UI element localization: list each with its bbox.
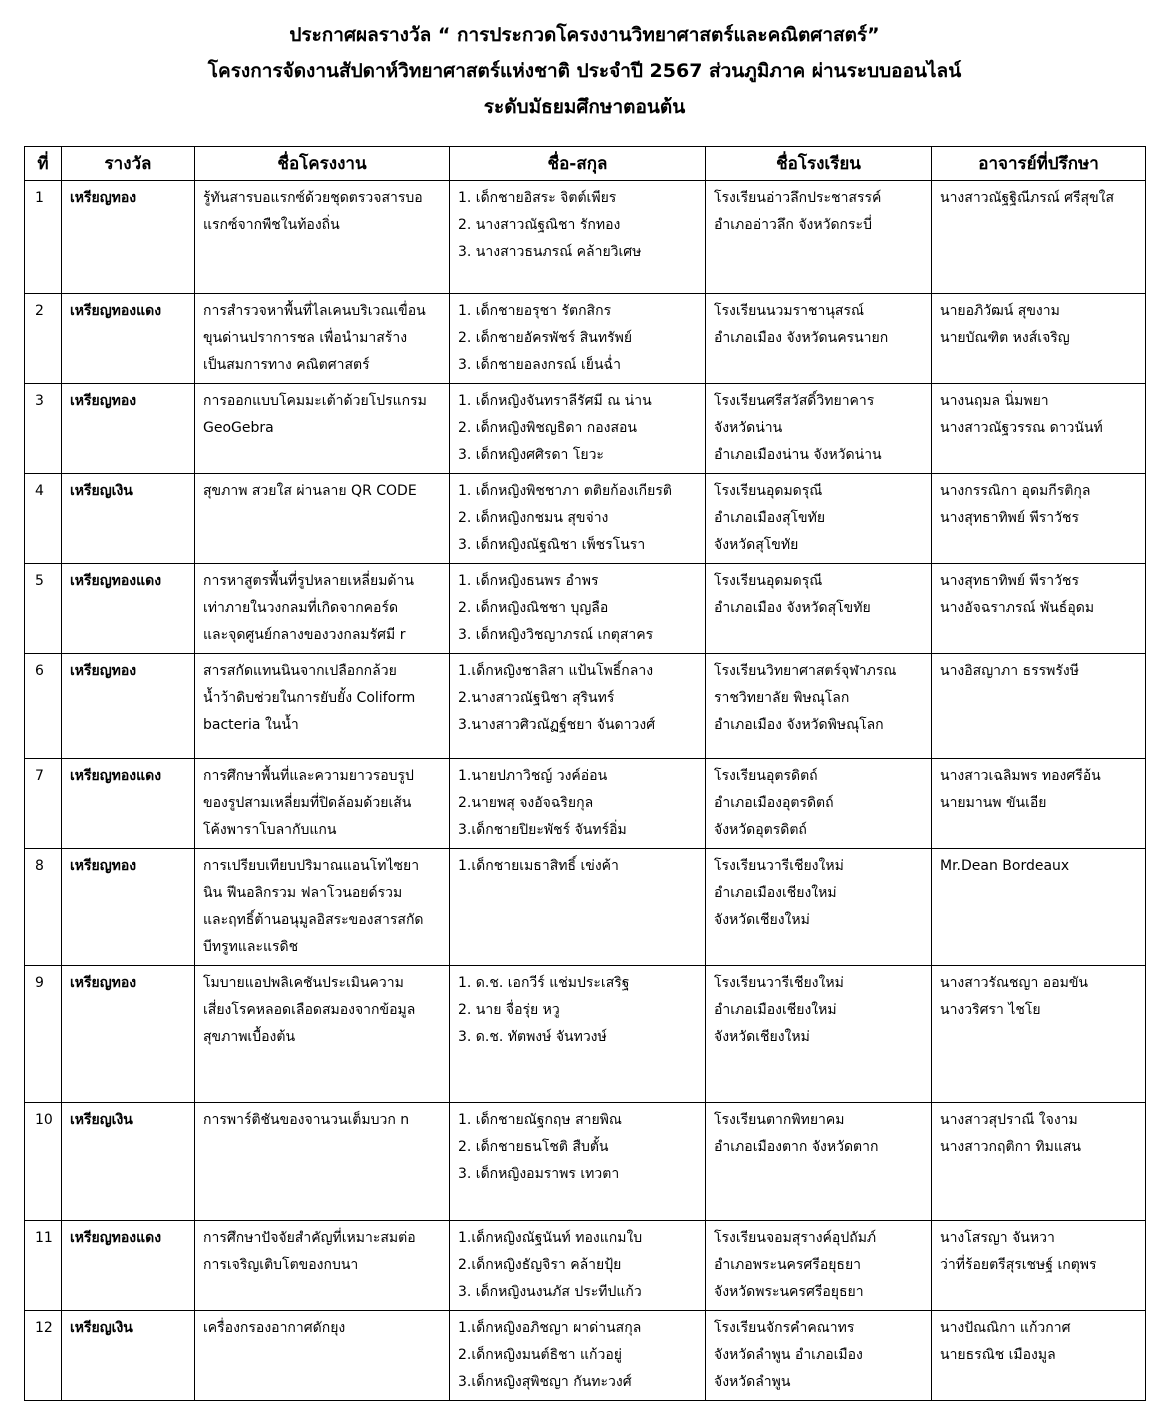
cell-advisors [932, 474, 1146, 564]
cell-project [195, 1221, 450, 1311]
cell-advisors-line: นางสาวณัฐวรรณ ดาวนันท์ [940, 420, 1103, 436]
table-row [25, 564, 1146, 654]
cell-advisors [932, 181, 1146, 294]
cell-advisors [932, 849, 1146, 966]
cell-school-line: อำเภอเมือง จังหวัดสุโขทัย [714, 600, 871, 616]
table-body [25, 181, 1146, 1401]
cell-no-text: 3 [35, 393, 44, 409]
cell-advisors-line: นางวริศรา ไชโย [940, 1002, 1041, 1018]
cell-students-line: 1. ด.ช. เอกวีร์ แช่มประเสริฐ [458, 975, 630, 991]
cell-project [195, 181, 450, 294]
table-row [25, 849, 1146, 966]
cell-project-line: น้ำว้าดิบช่วยในการยับยั้ง Coliform [203, 690, 416, 706]
cell-school-line: อำเภอเมือง จังหวัดพิษณุโลก [714, 717, 884, 733]
cell-students-line: 1.นายปภาวิชญ์ วงค์อ่อน [458, 768, 608, 784]
cell-advisors [932, 966, 1146, 1103]
cell-no [25, 474, 62, 564]
cell-students-line: 2. เด็กหญิงกชมน สุขจ่าง [458, 510, 609, 526]
cell-project [195, 654, 450, 759]
cell-students-line: 1. เด็กหญิงพิชชาภา ตติยก้องเกียรติ [458, 483, 672, 499]
cell-school [706, 1311, 932, 1401]
results-table [24, 146, 1146, 1401]
cell-advisors-line: นางกรรณิกา อุดมกีรติกุล [940, 483, 1091, 499]
cell-advisors-line: นางสาวรัณชญา ออมขัน [940, 975, 1088, 991]
cell-advisors-line: นางสุทธาทิพย์ พีราวัชร [940, 510, 1080, 526]
cell-advisors-line: Mr.Dean Bordeaux [940, 858, 1070, 874]
cell-award-text: เหรียญเงิน [70, 1112, 133, 1128]
cell-students [450, 1311, 706, 1401]
cell-project-line: การศึกษาปัจจัยสำคัญที่เหมาะสมต่อ [203, 1230, 416, 1246]
cell-advisors-line: นางปัณณิกา แก้วกาศ [940, 1320, 1071, 1336]
cell-school-line: โรงเรียนอุดมดรุณี [714, 483, 823, 499]
cell-students-line: 3. เด็กหญิงอมราพร เทวตา [458, 1166, 620, 1182]
cell-school-line: โรงเรียนอ่าวลึกประชาสรรค์ [714, 190, 882, 206]
table-header-row [25, 147, 1146, 181]
cell-students-line: 1. เด็กชายอรุชา รัตกสิกร [458, 303, 612, 319]
cell-advisors-line: นางอัจฉราภรณ์ พันธ์อุดม [940, 600, 1095, 616]
cell-students-line: 3.เด็กชายปิยะพัชร์ จันทร์อิ่ม [458, 822, 627, 838]
cell-school-line: จังหวัดลำพูน อำเภอเมือง [714, 1347, 863, 1363]
cell-advisors-line: ว่าที่ร้อยตรีสุรเชษฐ์ เกตุพร [940, 1257, 1097, 1273]
cell-students-line: 1. เด็กชายอิสระ จิตต์เพียร [458, 190, 617, 206]
cell-students-line: 3. เด็กหญิงณัฐณิชา เพ็ชรโนรา [458, 537, 646, 553]
cell-advisors-line: นางสาวเฉลิมพร ทองศรีอ้น [940, 768, 1101, 784]
cell-school-line: อำเภอเมืองอุตรดิตถ์ [714, 795, 834, 811]
cell-advisors [932, 759, 1146, 849]
cell-school-line: โรงเรียนวารีเชียงใหม่ [714, 858, 844, 874]
cell-advisors-line: นายมานพ ขันเอีย [940, 795, 1047, 811]
cell-no [25, 181, 62, 294]
cell-award-text: เหรียญเงิน [70, 483, 133, 499]
cell-project-line: โค้งพาราโบลากับแกน [203, 822, 337, 838]
cell-students [450, 384, 706, 474]
cell-school [706, 966, 932, 1103]
cell-project-line: ขุนด่านปราการชล เพื่อนำมาสร้าง [203, 330, 408, 346]
cell-school-line: ราชวิทยาลัย พิษณุโลก [714, 690, 850, 706]
table-row [25, 1103, 1146, 1221]
cell-project [195, 966, 450, 1103]
cell-students [450, 1103, 706, 1221]
cell-advisors-line: นางสาวกฤติกา ทิมแสน [940, 1139, 1081, 1155]
cell-award [62, 384, 195, 474]
cell-project-line: การเจริญเติบโตของกบนา [203, 1257, 359, 1273]
table-row [25, 759, 1146, 849]
cell-students [450, 849, 706, 966]
cell-award [62, 654, 195, 759]
cell-advisors-line: นางสาวณัฐฐิณีภรณ์ ศรีสุขใส [940, 190, 1115, 206]
cell-school [706, 294, 932, 384]
cell-no-text: 11 [35, 1230, 53, 1246]
col-header-advisors: อาจารย์ที่ปรึกษา [932, 147, 1146, 181]
cell-no-text: 1 [35, 190, 44, 206]
cell-school [706, 849, 932, 966]
cell-project-line: bacteria ในน้ำ [203, 717, 299, 733]
cell-no [25, 966, 62, 1103]
cell-school-line: โรงเรียนวิทยาศาสตร์จุฬาภรณ [714, 663, 897, 679]
cell-no [25, 564, 62, 654]
cell-school-line: จังหวัดเชียงใหม่ [714, 912, 810, 928]
cell-advisors-line: นายบัณฑิต หงส์เจริญ [940, 330, 1070, 346]
cell-school-line: โรงเรียนวารีเชียงใหม่ [714, 975, 844, 991]
cell-no-text: 5 [35, 573, 44, 589]
cell-students-line: 1. เด็กหญิงจันทราลีรัศมี ณ น่าน [458, 393, 652, 409]
cell-award [62, 181, 195, 294]
cell-school-line: จังหวัดสุโขทัย [714, 537, 799, 553]
cell-students-line: 2.เด็กหญิงมนต์ธิชา แก้วอยู่ [458, 1347, 622, 1363]
cell-students-line: 3.นางสาวศิวณัฏฐ์ชยา จันดาวงศ์ [458, 717, 656, 733]
cell-students-line: 2.เด็กหญิงธัญจิรา คล้ายปุ้ย [458, 1257, 622, 1273]
cell-school-line: อำเภอเมือง จังหวัดนครนายก [714, 330, 889, 346]
cell-project-line: เสี่ยงโรคหลอดเลือดสมองจากข้อมูล [203, 1002, 416, 1018]
cell-advisors [932, 654, 1146, 759]
table-row [25, 1221, 1146, 1311]
cell-project-line: การพาร์ติชันของจานวนเต็มบวก n [203, 1112, 410, 1128]
cell-school-line: อำเภออ่าวลึก จังหวัดกระบี่ [714, 217, 872, 233]
cell-school-line: จังหวัดอุตรดิตถ์ [714, 822, 807, 838]
table-row [25, 294, 1146, 384]
col-header-no: ที่ [25, 147, 62, 181]
cell-project-line: การเปรียบเทียบปริมาณแอนโทไซยา [203, 858, 420, 874]
cell-school [706, 654, 932, 759]
cell-no [25, 294, 62, 384]
col-header-students: ชื่อ-สกุล [450, 147, 706, 181]
table-row [25, 474, 1146, 564]
cell-no [25, 654, 62, 759]
cell-advisors [932, 384, 1146, 474]
cell-award-text: เหรียญทองแดง [70, 573, 162, 589]
cell-award-text: เหรียญเงิน [70, 1320, 133, 1336]
cell-project-line: โมบายแอปพลิเคชันประเมินความ [203, 975, 404, 991]
cell-students-line: 3. เด็กหญิงวิชญาภรณ์ เกตุสาคร [458, 627, 654, 643]
cell-students-line: 1.เด็กหญิงอภิชญา ผาด่านสกุล [458, 1320, 642, 1336]
cell-no [25, 1103, 62, 1221]
cell-award [62, 966, 195, 1103]
cell-advisors [932, 564, 1146, 654]
announcement-title: ประกาศผลรางวัล “ การประกวดโครงงานวิทยาศาสตร์และคณิตศาสตร์” [289, 24, 880, 46]
cell-project [195, 1311, 450, 1401]
cell-students-line: 2. เด็กหญิงณิชชา บุญลือ [458, 600, 609, 616]
cell-school-line: โรงเรียนตากพิทยาคม [714, 1112, 845, 1128]
cell-students [450, 181, 706, 294]
table-row [25, 1311, 1146, 1401]
col-header-award: รางวัล [62, 147, 195, 181]
cell-award-text: เหรียญทองแดง [70, 768, 162, 784]
cell-students-line: 2.นายพสุ จงอัจฉริยกุล [458, 795, 594, 811]
cell-award [62, 474, 195, 564]
cell-advisors-line: นางโสรญา จันหวา [940, 1230, 1055, 1246]
cell-school-line: อำเภอเมืองตาก จังหวัดตาก [714, 1139, 879, 1155]
cell-students-line: 2. เด็กชายอัครพัชร์ สินทรัพย์ [458, 330, 633, 346]
cell-project-line: นิน ฟีนอลิกรวม ฟลาโวนอยด์รวม [203, 885, 403, 901]
project-subtitle: โครงการจัดงานสัปดาห์วิทยาศาสตร์แห่งชาติ ประจำปี 2567 ส่วนภูมิภาค ผ่านระบบออนไลน์ [207, 60, 962, 82]
cell-students-line: 1.เด็กหญิงชาลิสา แป้นโพธิ์กลาง [458, 663, 654, 679]
cell-students [450, 654, 706, 759]
cell-students-line: 2. นางสาวณัฐณิชา รักทอง [458, 217, 621, 233]
cell-project [195, 1103, 450, 1221]
cell-students [450, 474, 706, 564]
cell-students-line: 1.เด็กหญิงณัฐนันท์ ทองแกมใบ [458, 1230, 643, 1246]
cell-school-line: โรงเรียนอุตรดิตถ์ [714, 768, 818, 784]
cell-project-line: สุขภาพเบื้องต้น [203, 1029, 296, 1045]
cell-school-line: โรงเรียนอุดมดรุณี [714, 573, 823, 589]
cell-students-line: 2. นาย จื่อรุ่ย หวู [458, 1002, 560, 1018]
cell-students-line: 2. เด็กชายธนโชติ สืบตั้น [458, 1139, 609, 1155]
cell-project-line: การสำรวจหาพื้นที่ไลเคนบริเวณเขื่อน [203, 303, 426, 319]
cell-school-line: จังหวัดลำพูน [714, 1374, 791, 1390]
cell-students-line: 3. ด.ช. ทัตพงษ์ จันทวงษ์ [458, 1029, 607, 1045]
cell-project-line: บีทรูทและแรดิช [203, 939, 299, 955]
cell-students [450, 759, 706, 849]
cell-award [62, 1221, 195, 1311]
cell-no-text: 8 [35, 858, 44, 874]
cell-award-text: เหรียญทอง [70, 975, 137, 991]
cell-project [195, 849, 450, 966]
cell-project-line: การหาสูตรพื้นที่รูปหลายเหลี่ยมด้าน [203, 573, 414, 589]
cell-project [195, 384, 450, 474]
cell-students-line: 2. เด็กหญิงพิชญธิดา กองสอน [458, 420, 638, 436]
cell-advisors [932, 1103, 1146, 1221]
table-row [25, 654, 1146, 759]
table-row [25, 966, 1146, 1103]
cell-students-line: 1. เด็กหญิงธนพร อำพร [458, 573, 599, 589]
cell-project-line: ของรูปสามเหลี่ยมที่ปิดล้อมด้วยเส้น [203, 795, 412, 811]
cell-no-text: 4 [35, 483, 44, 499]
cell-project [195, 564, 450, 654]
cell-school [706, 564, 932, 654]
cell-school-line: อำเภอเมืองเชียงใหม่ [714, 885, 837, 901]
cell-school [706, 181, 932, 294]
cell-school-line: โรงเรียนจอมสุรางค์อุปถัมภ์ [714, 1230, 877, 1246]
cell-school-line: อำเภอเมืองเชียงใหม่ [714, 1002, 837, 1018]
table-row [25, 181, 1146, 294]
cell-advisors-line: นางสาวสุปราณี ใจงาม [940, 1112, 1078, 1128]
cell-school-line: โรงเรียนนวมราชานุสรณ์ [714, 303, 864, 319]
cell-award-text: เหรียญทอง [70, 190, 137, 206]
cell-project-line: รู้ทันสารบอแรกซ์ด้วยชุดตรวจสารบอ [203, 190, 423, 206]
cell-school [706, 1221, 932, 1311]
cell-award-text: เหรียญทองแดง [70, 1230, 162, 1246]
cell-students-line: 3.เด็กหญิงสุพิชญา กันทะวงศ์ [458, 1374, 632, 1390]
cell-students [450, 1221, 706, 1311]
cell-students-line: 3. เด็กหญิงศศิรดา โยวะ [458, 447, 604, 463]
col-header-project: ชื่อโครงงาน [195, 147, 450, 181]
cell-advisors-line: นางสุทธาทิพย์ พีราวัชร [940, 573, 1080, 589]
cell-no-text: 10 [35, 1112, 53, 1128]
cell-school-line: จังหวัดพระนครศรีอยุธยา [714, 1284, 864, 1300]
cell-students-line: 3. เด็กหญิงนงนภัส ประทีปแก้ว [458, 1284, 642, 1300]
cell-project-line: สุขภาพ สวยใส ผ่านลาย QR CODE [203, 483, 417, 499]
cell-no-text: 2 [35, 303, 44, 319]
cell-project-line: การศึกษาพื้นที่และความยาวรอบรูป [203, 768, 414, 784]
cell-award [62, 849, 195, 966]
cell-students-line: 2.นางสาวณัฐนิชา สุรินทร์ [458, 690, 615, 706]
cell-award [62, 294, 195, 384]
cell-no [25, 759, 62, 849]
cell-no-text: 12 [35, 1320, 53, 1336]
cell-award-text: เหรียญทอง [70, 393, 137, 409]
cell-school-line: อำเภอเมืองสุโขทัย [714, 510, 826, 526]
level-subtitle: ระดับมัธยมศึกษาตอนต้น [483, 96, 686, 118]
cell-no-text: 7 [35, 768, 44, 784]
col-header-school: ชื่อโรงเรียน [706, 147, 932, 181]
table-row [25, 384, 1146, 474]
cell-school-line: โรงเรียนศรีสวัสดิ์วิทยาคาร [714, 393, 875, 409]
cell-students [450, 294, 706, 384]
cell-school [706, 384, 932, 474]
cell-students [450, 966, 706, 1103]
cell-students [450, 564, 706, 654]
cell-school-line: โรงเรียนจักรคำคณาทร [714, 1320, 855, 1336]
cell-advisors-line: นายธรณิช เมืองมูล [940, 1347, 1056, 1363]
cell-school-line: อำเภอพระนครศรีอยุธยา [714, 1257, 862, 1273]
cell-award-text: เหรียญทองแดง [70, 303, 162, 319]
cell-award-text: เหรียญทอง [70, 858, 137, 874]
cell-no-text: 6 [35, 663, 44, 679]
cell-no [25, 1311, 62, 1401]
cell-school-line: จังหวัดน่าน [714, 420, 783, 436]
cell-advisors [932, 1311, 1146, 1401]
cell-project-line: เท่าภายในวงกลมที่เกิดจากคอร์ด [203, 600, 399, 616]
cell-project-line: แรกซ์จากพืชในท้องถิ่น [203, 217, 340, 233]
cell-project-line: GeoGebra [203, 420, 274, 436]
cell-project-line: และฤทธิ์ต้านอนุมูลอิสระของสารสกัด [203, 912, 424, 928]
cell-project-line: และจุดศูนย์กลางของวงกลมรัศมี r [203, 627, 406, 643]
cell-award-text: เหรียญทอง [70, 663, 137, 679]
cell-students-line: 3. เด็กชายอลงกรณ์ เย็นฉ่ำ [458, 357, 621, 373]
cell-no [25, 1221, 62, 1311]
cell-award [62, 1103, 195, 1221]
cell-school [706, 759, 932, 849]
cell-advisors-line: นางนฤมล นิ่มพยา [940, 393, 1049, 409]
cell-project [195, 759, 450, 849]
cell-award [62, 759, 195, 849]
cell-project-line: สารสกัดแทนนินจากเปลือกกล้วย [203, 663, 397, 679]
cell-project [195, 294, 450, 384]
cell-advisors [932, 294, 1146, 384]
cell-school-line: จังหวัดเชียงใหม่ [714, 1029, 810, 1045]
cell-no [25, 849, 62, 966]
cell-advisors-line: นายอภิวัฒน์ สุขงาม [940, 303, 1060, 319]
cell-project-line: การออกแบบโคมมะเต้าด้วยโปรแกรม [203, 393, 427, 409]
cell-project-line: เครื่องกรองอากาศดักยุง [203, 1320, 346, 1336]
cell-project-line: เป็นสมการทาง คณิตศาสตร์ [203, 357, 370, 373]
cell-students-line: 1.เด็กชายเมธาสิทธิ์ เข่งค้า [458, 858, 619, 874]
cell-students-line: 1. เด็กชายณัฐกฤษ สายพิณ [458, 1112, 622, 1128]
cell-advisors [932, 1221, 1146, 1311]
cell-project [195, 474, 450, 564]
cell-award [62, 1311, 195, 1401]
cell-no [25, 384, 62, 474]
cell-school [706, 1103, 932, 1221]
cell-students-line: 3. นางสาวธนภรณ์ คล้ายวิเศษ [458, 244, 642, 260]
cell-award [62, 564, 195, 654]
cell-advisors-line: นางอิสญาภา ธรรพรังษี [940, 663, 1079, 679]
cell-school [706, 474, 932, 564]
cell-no-text: 9 [35, 975, 44, 991]
cell-school-line: อำเภอเมืองน่าน จังหวัดน่าน [714, 447, 882, 463]
